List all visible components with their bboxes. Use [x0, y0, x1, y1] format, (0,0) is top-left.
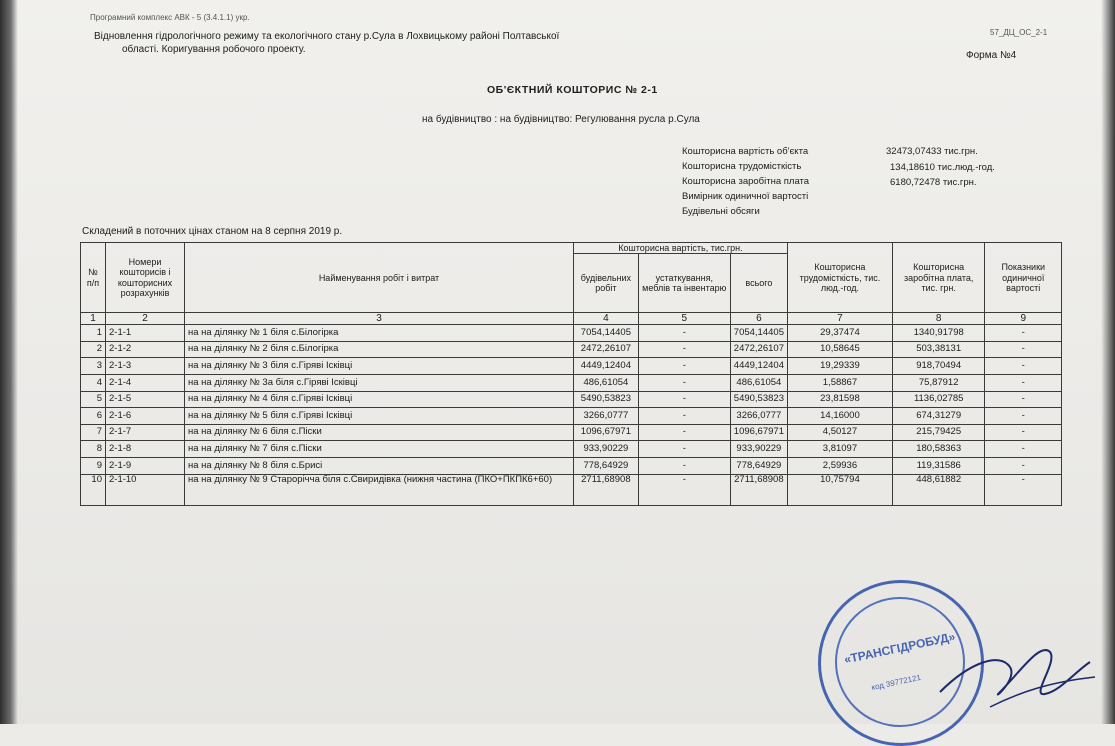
- doc-code: 57_ДЦ_ОС_2-1: [990, 28, 1048, 37]
- row-number: 3: [81, 358, 106, 375]
- col-header-indicators: Показники одиничної вартості: [985, 243, 1062, 313]
- row-number: 5: [81, 391, 106, 408]
- row-name: на на ділянку № 6 біля с.Піски: [185, 424, 574, 441]
- row-construction-cost: 4449,12404: [574, 358, 639, 375]
- row-total-cost: 5490,53823: [730, 391, 787, 408]
- row-labor: 10,75794: [787, 474, 892, 505]
- handwritten-signature: [930, 622, 1100, 717]
- row-total-cost: 2711,68908: [730, 474, 787, 505]
- row-equipment-cost: -: [638, 458, 730, 475]
- row-code: 2-1-4: [106, 375, 185, 392]
- col-header-total: всього: [730, 254, 787, 313]
- col-index: 4: [574, 313, 639, 325]
- row-equipment-cost: -: [638, 474, 730, 505]
- row-labor: 4,50127: [787, 424, 892, 441]
- estimate-table: [80, 242, 1062, 506]
- row-name: на на ділянку № 8 біля с.Брисі: [185, 458, 574, 475]
- row-equipment-cost: -: [638, 358, 730, 375]
- row-salary: 215,79425: [892, 424, 985, 441]
- row-total-cost: 778,64929: [730, 458, 787, 475]
- row-construction-cost: 2472,26107: [574, 341, 639, 358]
- row-indicator: -: [985, 341, 1062, 358]
- table-row: [81, 441, 1062, 458]
- prices-date-line: Складений в поточних цінах станом на 8 серпня 2019 р.: [82, 226, 343, 237]
- row-number: 8: [81, 441, 106, 458]
- row-code: 2-1-7: [106, 424, 185, 441]
- row-indicator: -: [985, 474, 1062, 505]
- info-value-salary: 6180,72478 тис.грн.: [890, 177, 977, 188]
- col-index: 3: [185, 313, 574, 325]
- info-label-volumes: Будівельні обсяги: [682, 206, 760, 217]
- col-index: 7: [787, 313, 892, 325]
- row-number: 7: [81, 424, 106, 441]
- row-equipment-cost: -: [638, 408, 730, 425]
- row-total-cost: 4449,12404: [730, 358, 787, 375]
- row-construction-cost: 5490,53823: [574, 391, 639, 408]
- row-number: 10: [81, 474, 106, 505]
- row-indicator: -: [985, 424, 1062, 441]
- row-equipment-cost: -: [638, 341, 730, 358]
- row-equipment-cost: -: [638, 424, 730, 441]
- col-header-code: Номери кошторисів і кошторисних розрахунків: [106, 243, 185, 313]
- row-labor: 2,59936: [787, 458, 892, 475]
- row-code: 2-1-1: [106, 325, 185, 342]
- row-equipment-cost: -: [638, 325, 730, 342]
- row-indicator: -: [985, 375, 1062, 392]
- row-construction-cost: 486,61054: [574, 375, 639, 392]
- row-indicator: -: [985, 458, 1062, 475]
- project-line-1: Відновлення гідрологічного режиму та екологічного стану р.Сула в Лохвицькому районі Полтавської: [94, 31, 560, 42]
- row-equipment-cost: -: [638, 375, 730, 392]
- row-name: на на ділянку № 5 біля с.Гіряві Ісківці: [185, 408, 574, 425]
- row-indicator: -: [985, 441, 1062, 458]
- row-code: 2-1-6: [106, 408, 185, 425]
- row-total-cost: 2472,26107: [730, 341, 787, 358]
- row-labor: 3,81097: [787, 441, 892, 458]
- row-name: на на ділянку № 7 біля с.Піски: [185, 441, 574, 458]
- doc-title: ОБ'ЄКТНИЙ КОШТОРИС № 2-1: [487, 84, 658, 96]
- row-code: 2-1-5: [106, 391, 185, 408]
- table-row: [81, 424, 1062, 441]
- row-salary: 119,31586: [892, 458, 985, 475]
- info-label-labor: Кошторисна трудомісткість: [682, 161, 802, 172]
- row-total-cost: 3266,0777: [730, 408, 787, 425]
- col-header-number: № п/п: [81, 243, 106, 313]
- row-total-cost: 486,61054: [730, 375, 787, 392]
- col-index: 1: [81, 313, 106, 325]
- photo-edge-right: [1101, 0, 1115, 724]
- row-name: на на ділянку № 9 Старорічча біля с.Свиридівка (нижня частина (ПКО+ПКПК6+60): [185, 474, 574, 505]
- table-row: [81, 375, 1062, 392]
- row-number: 1: [81, 325, 106, 342]
- row-name: на на ділянку № 4 біля с.Гіряві Ісківці: [185, 391, 574, 408]
- info-value-labor: 134,18610 тис.люд.-год.: [890, 162, 995, 173]
- row-salary: 1136,02785: [892, 391, 985, 408]
- row-construction-cost: 2711,68908: [574, 474, 639, 505]
- row-labor: 23,81598: [787, 391, 892, 408]
- table-row: [81, 391, 1062, 408]
- row-code: 2-1-2: [106, 341, 185, 358]
- row-name: на на ділянку № 1 біля с.Білогірка: [185, 325, 574, 342]
- row-equipment-cost: -: [638, 391, 730, 408]
- row-total-cost: 1096,67971: [730, 424, 787, 441]
- col-header-equipment: устаткування, меблів та інвентарю: [638, 254, 730, 313]
- photo-edge-left: [0, 0, 18, 724]
- info-label-salary: Кошторисна заробітна плата: [682, 176, 810, 187]
- row-indicator: -: [985, 325, 1062, 342]
- row-labor: 1,58867: [787, 375, 892, 392]
- row-salary: 180,58363: [892, 441, 985, 458]
- row-construction-cost: 7054,14405: [574, 325, 639, 342]
- row-salary: 674,31279: [892, 408, 985, 425]
- row-name: на на ділянку № 3а біля с.Гіряві Ісківці: [185, 375, 574, 392]
- col-index: 5: [638, 313, 730, 325]
- row-number: 6: [81, 408, 106, 425]
- row-number: 4: [81, 375, 106, 392]
- row-salary: 1340,91798: [892, 325, 985, 342]
- table-row: [81, 325, 1062, 342]
- row-indicator: -: [985, 391, 1062, 408]
- table-row: [81, 458, 1062, 475]
- project-line-2: області. Коригування робочого проекту.: [122, 44, 306, 55]
- row-labor: 19,29339: [787, 358, 892, 375]
- row-equipment-cost: -: [638, 441, 730, 458]
- col-index: 6: [730, 313, 787, 325]
- row-salary: 448,61882: [892, 474, 985, 505]
- row-code: 2-1-10: [106, 474, 185, 505]
- row-labor: 10,58645: [787, 341, 892, 358]
- table-row: [81, 358, 1062, 375]
- table-row: [81, 341, 1062, 358]
- row-name: на на ділянку № 3 біля с.Гіряві Ісківці: [185, 358, 574, 375]
- info-label-unit: Вимірник одиничної вартості: [682, 191, 809, 202]
- row-labor: 14,16000: [787, 408, 892, 425]
- row-construction-cost: 3266,0777: [574, 408, 639, 425]
- col-index: 2: [106, 313, 185, 325]
- row-indicator: -: [985, 408, 1062, 425]
- row-code: 2-1-9: [106, 458, 185, 475]
- row-salary: 918,70494: [892, 358, 985, 375]
- row-construction-cost: 1096,67971: [574, 424, 639, 441]
- table-row: [81, 474, 1062, 505]
- row-construction-cost: 933,90229: [574, 441, 639, 458]
- col-index: 8: [892, 313, 985, 325]
- table-row: [81, 408, 1062, 425]
- row-construction-cost: 778,64929: [574, 458, 639, 475]
- row-total-cost: 7054,14405: [730, 325, 787, 342]
- row-indicator: -: [985, 358, 1062, 375]
- row-labor: 29,37474: [787, 325, 892, 342]
- col-header-salary: Кошторисна заробітна плата, тис. грн.: [892, 243, 985, 313]
- col-index: 9: [985, 313, 1062, 325]
- software-header: Програмний комплекс АВК - 5 (3.4.1.1) укр.: [90, 13, 250, 22]
- row-name: на на ділянку № 2 біля с.Білогірка: [185, 341, 574, 358]
- col-header-name: Найменування робіт і витрат: [185, 243, 574, 313]
- row-salary: 75,87912: [892, 375, 985, 392]
- col-header-labor: Кошторисна трудомісткість, тис. люд.-год.: [787, 243, 892, 313]
- row-total-cost: 933,90229: [730, 441, 787, 458]
- row-salary: 503,38131: [892, 341, 985, 358]
- col-header-construction: будівельних робіт: [574, 254, 639, 313]
- form-number: Форма №4: [966, 50, 1017, 61]
- row-number: 2: [81, 341, 106, 358]
- construction-line: на будівництво : на будівництво: Регулювання русла р.Сула: [422, 114, 700, 125]
- stamp-company-name: «ТРАНСГІДРОБУД»: [842, 629, 957, 667]
- info-value-cost: 32473,07433 тис.грн.: [886, 146, 978, 157]
- stamp-code: код 39772121: [870, 672, 922, 693]
- row-number: 9: [81, 458, 106, 475]
- row-code: 2-1-8: [106, 441, 185, 458]
- info-label-cost: Кошторисна вартість об'єкта: [682, 146, 809, 157]
- col-header-cost-group: Кошторисна вартість, тис.грн.: [574, 243, 788, 254]
- row-code: 2-1-3: [106, 358, 185, 375]
